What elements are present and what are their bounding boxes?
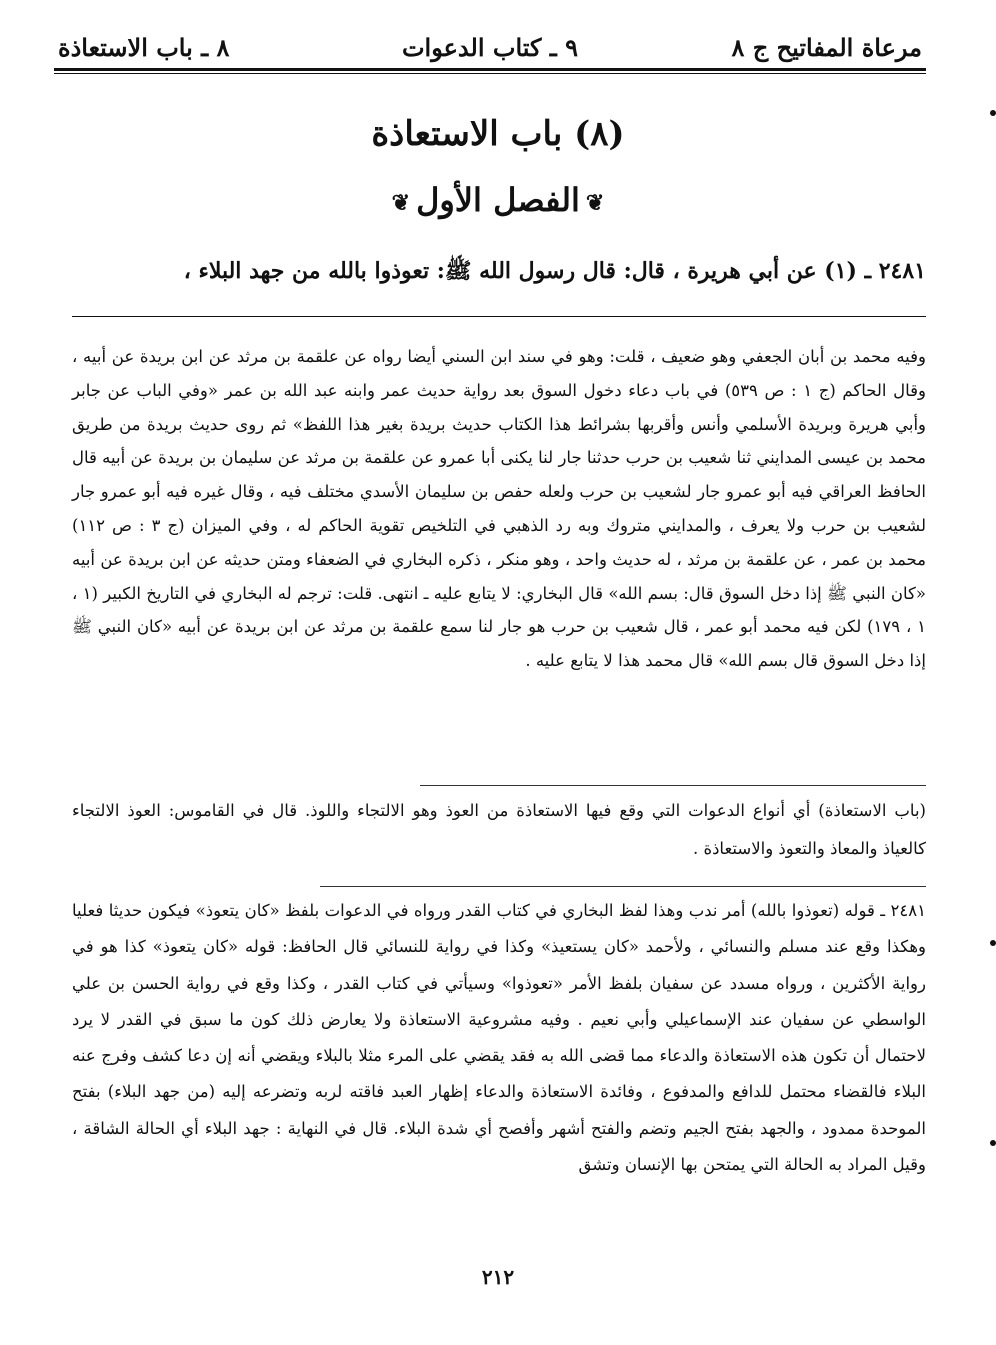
sharh-separator-rule — [320, 886, 926, 887]
bab-commentary-paragraph: (باب الاستعاذة) أي أنواع الدعوات التي وقع فيها الاستعاذة من العوذ وهو الالتجاء واللوذ. قال في القاموس: العوذ الالتجاء كالعياذ والمعاذ والتعوذ والاستعاذة . — [72, 801, 926, 858]
header-bab-title: ٨ ـ باب الاستعاذة — [58, 33, 230, 62]
margin-dot-mark — [990, 110, 996, 116]
margin-dot-mark — [990, 1140, 996, 1146]
intro-commentary-paragraph: وفيه محمد بن أبان الجعفي وهو ضعيف ، قلت: وهو في سند ابن السني أيضا رواه عن علقمة بن مرثد عن ابن بريدة عن أبيه ، وقال الحاكم (ج ١ : ص ٥٣٩) في باب دعاء دخول السوق بعد رواية حديث عمر وابنه عبد الله بن عمر «وفي الباب عن جابر وأبي هريرة وبريدة الأسلمي وأنس وأقربها بشرائط هذا الكتاب حديث بريدة بغير هذا اللفظ» ثم روى حديث بريدة من طريق محمد بن عيسى المدايني ثنا شعيب بن حرب حدثنا جار لنا يكنى أبا عمرو عن علقمة بن مرثد عن سليمان بن بريدة عن أبيه قال الحافظ العراقي فيه أبو عمرو جار لشعيب بن حرب ولعله حفص بن سليمان الأسدي مختلف فيه ، وقال غيره فيه أبو عمرو جار لشعيب بن حرب ولا يعرف ، والمدايني متروك وبه رد الذهبي في التلخيص تقوية الحاكم له ، وفي الميزان (ج ٣ : ص ١١٢) محمد بن عمر ، عن علقمة بن مرثد ، له حديث واحد ، وهو منكر ، ذكره البخاري في الضعفاء ومتن حديثه عن ابن بريدة عن أبيه «كان النبي ﷺ إذا دخل السوق قال: بسم الله» قال البخاري: لا يتابع عليه ـ انتهى. قلت: ترجم له البخاري في التاريخ الكبير (١ ، ١ ، ١٧٩) لكن فيه محمد أبو عمر ، قال شعيب بن حرب هو جار لنا سمع علقمة بن مرثد عن ابن بريدة عن أبيه «كان النبي ﷺ إذا دخل السوق قال بسم الله» قال محمد هذا لا يتابع عليه . — [72, 347, 926, 671]
header-rule-thin — [54, 73, 926, 74]
ornament-right-icon: ❦ — [585, 189, 605, 216]
page-number: ٢١٢ — [481, 1265, 515, 1289]
ornament-left-icon: ❦ — [391, 189, 411, 216]
header-book-title: مرعاة المفاتيح ج ٨ — [731, 33, 922, 62]
bab-separator-rule — [420, 785, 926, 786]
header-rule-thick — [54, 68, 926, 71]
section-title: الفصل الأول — [416, 181, 580, 219]
footnote-separator-rule — [72, 316, 926, 317]
sharh-commentary-paragraph: ٢٤٨١ ـ قوله (تعوذوا بالله) أمر ندب وهذا لفظ البخاري في كتاب القدر ورواه في الدعوات بلفظ «كان يتعوذ» فيكون حديثا فعليا وهكذا وقع عند مسلم والنسائي ، ولأحمد «كان يستعيذ» وكذا في رواية للنسائي قال الحافظ: قوله «كان يتعوذ» كذا هو في رواية الأكثرين ، ورواه مسدد عن سفيان بلفظ الأمر «تعوذوا» وسيأتي في كتاب القدر ، وكذا وقع في رواية الحسن بن علي الواسطي عن سفيان عند الإسماعيلي وأبي نعيم . وفيه مشروعية الاستعاذة ولا يعارض ذلك كون ما سبق في القدر لا يرد لاحتمال أن تكون هذه الاستعاذة والدعاء مما قضى الله به فقد يقضي على المرء مثلا بالبلاء ويقضي أنه إن دعا كشف وفرج عنه البلاء فالقضاء محتمل للدافع والمدفوع ، وفائدة الاستعاذة والدعاء إظهار العبد فاقته لربه وتضرعه إليه (من جهد البلاء) بفتح الموحدة ممدود ، والجهد بفتح الجيم وتضم والفتح أشهر وأفصح أي شدة البلاء. قال في النهاية : جهد البلاء أي الحالة الشاقة ، وقيل المراد به الحالة التي يمتحن بها الإنسان وتشق — [72, 901, 926, 1175]
running-header — [58, 30, 922, 70]
section-title-block — [0, 178, 996, 225]
header-kitab-title: ٩ ـ كتاب الدعوات — [401, 33, 579, 62]
chapter-title: (٨) باب الاستعاذة — [371, 114, 625, 154]
hadith-text: ٢٤٨١ ـ (١) عن أبي هريرة ، قال: قال رسول الله ﷺ: تعوذوا بالله من جهد البلاء ، — [183, 258, 926, 284]
margin-dot-mark — [990, 940, 996, 946]
